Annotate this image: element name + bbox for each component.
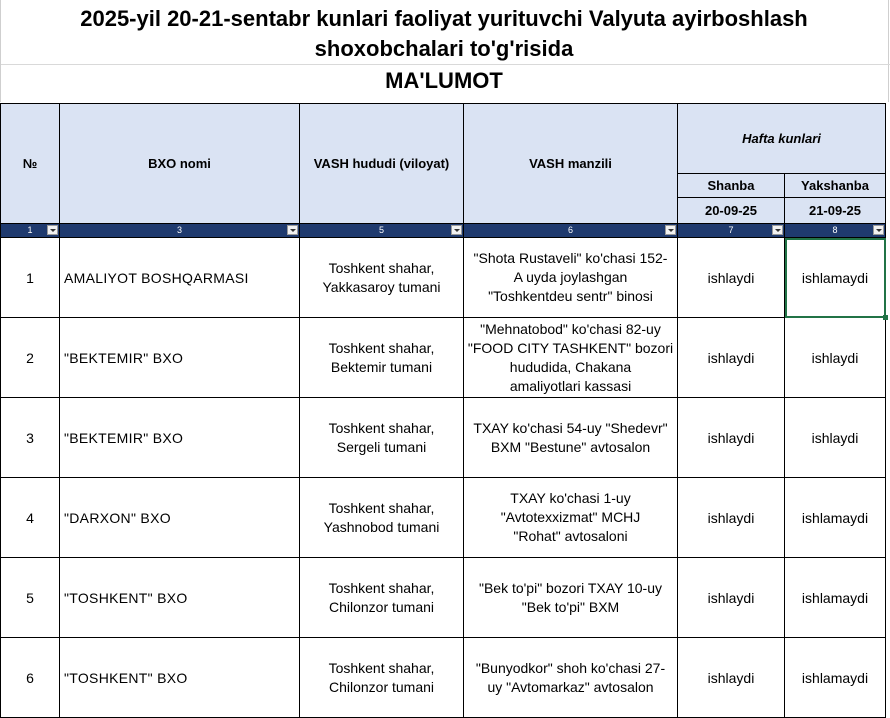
cell-name[interactable]: "TOSHKENT" BXO bbox=[60, 638, 300, 718]
filter-dropdown-icon[interactable] bbox=[287, 225, 298, 235]
cell-saturday-status[interactable]: ishlaydi bbox=[678, 398, 785, 478]
cell-region[interactable] bbox=[300, 638, 464, 718]
fill-handle[interactable] bbox=[883, 315, 888, 320]
column-number-label: 5 bbox=[378, 225, 384, 235]
address-line: A uyda joylashgan bbox=[513, 269, 628, 285]
region-line: Toshkent shahar, bbox=[328, 419, 435, 436]
table-row bbox=[1, 318, 886, 398]
cell-sunday-status[interactable]: ishlaydi bbox=[785, 398, 886, 478]
cell-num[interactable]: 4 bbox=[1, 478, 60, 558]
filter-dropdown-icon[interactable] bbox=[47, 225, 58, 235]
region-line: Yakkasaroy tumani bbox=[322, 278, 441, 295]
cell-num[interactable]: 6 bbox=[1, 638, 60, 718]
cell-num[interactable]: 2 bbox=[1, 318, 60, 398]
cell-address[interactable] bbox=[464, 638, 678, 718]
header-region[interactable]: VASH hududi (viloyat) bbox=[300, 104, 464, 224]
header-address[interactable]: VASH manzili bbox=[464, 104, 678, 224]
region-line: Chilonzor tumani bbox=[328, 678, 435, 695]
address-line: "Toshkentdeu sentr" binosi bbox=[488, 288, 653, 304]
region-line: Toshkent shahar, bbox=[328, 499, 435, 516]
address-line: "Rohat" avtosaloni bbox=[513, 528, 628, 544]
address-line: amaliyotlari kassasi bbox=[509, 377, 632, 394]
table-row bbox=[1, 638, 886, 718]
header-day-saturday[interactable]: Shanba bbox=[678, 174, 785, 198]
title-divider bbox=[1, 64, 890, 65]
region-line: Chilonzor tumani bbox=[328, 598, 435, 615]
cell-num[interactable]: 1 bbox=[1, 238, 60, 318]
column-number-label: 6 bbox=[567, 225, 573, 235]
cell-region[interactable] bbox=[300, 318, 464, 398]
title-line-1: 2025-yil 20-21-sentabr kunlari faoliyat yurituvchi Valyuta ayirboshlash bbox=[80, 6, 808, 31]
header-weekdays[interactable]: Hafta kunlari bbox=[678, 104, 886, 174]
column-number-label: 1 bbox=[27, 225, 33, 235]
table-row bbox=[1, 478, 886, 558]
cell-sunday-status[interactable]: ishlamaydi bbox=[785, 638, 886, 718]
region-line: Bektemir tumani bbox=[330, 358, 433, 375]
cell-address[interactable] bbox=[464, 398, 678, 478]
column-number-label: 7 bbox=[728, 225, 734, 235]
cell-saturday-status[interactable]: ishlaydi bbox=[678, 318, 785, 398]
cell-name[interactable]: "DARXON" BXO bbox=[60, 478, 300, 558]
address-line: BXM "Bestune" avtosalon bbox=[490, 438, 651, 455]
region-line: Toshkent shahar, bbox=[328, 339, 435, 356]
cell-num[interactable]: 5 bbox=[1, 558, 60, 638]
cell-name[interactable]: "TOSHKENT" BXO bbox=[60, 558, 300, 638]
cell-saturday-status[interactable]: ishlaydi bbox=[678, 638, 785, 718]
region-line: Yashnobod tumani bbox=[323, 518, 440, 535]
address-line: "Bunyodkor" shoh ko'chasi 27- bbox=[475, 659, 666, 676]
title-line-2: shoxobchalari to'g'risida bbox=[314, 36, 574, 61]
title-line-3: MA'LUMOT bbox=[385, 68, 503, 93]
header-day-sunday[interactable]: Yakshanba bbox=[785, 174, 886, 198]
region-line: Toshkent shahar, bbox=[328, 259, 435, 276]
address-line: uy "Avtomarkaz" avtosalon bbox=[487, 678, 654, 695]
column-number-row bbox=[1, 224, 886, 238]
cell-address[interactable] bbox=[464, 318, 678, 398]
cell-saturday-status[interactable]: ishlaydi bbox=[678, 478, 785, 558]
header-date-saturday[interactable]: 20-09-25 bbox=[678, 198, 785, 224]
filter-dropdown-icon[interactable] bbox=[873, 225, 884, 235]
title-area bbox=[0, 0, 889, 102]
cell-sunday-status-selected[interactable] bbox=[785, 238, 886, 318]
filter-dropdown-icon[interactable] bbox=[451, 225, 462, 235]
cell-num[interactable]: 3 bbox=[1, 398, 60, 478]
column-number-cell[interactable] bbox=[464, 224, 678, 238]
column-number-cell[interactable] bbox=[785, 224, 886, 238]
address-line: "Avtotexxizmat" MCHJ bbox=[500, 509, 641, 525]
cell-name[interactable]: AMALIYOT BOSHQARMASI bbox=[60, 238, 300, 318]
address-line: TXAY ko'chasi 54-uy "Shedevr" bbox=[473, 419, 668, 436]
address-line: "Shota Rustaveli" ko'chasi 152- bbox=[473, 250, 668, 266]
region-line: Sergeli tumani bbox=[336, 438, 427, 455]
cell-address[interactable] bbox=[464, 478, 678, 558]
header-date-sunday[interactable]: 21-09-25 bbox=[785, 198, 886, 224]
address-line: "Bek to'pi" bozori TXAY 10-uy bbox=[478, 579, 663, 596]
cell-region[interactable] bbox=[300, 238, 464, 318]
address-line: "Mehnatobod" ko'chasi 82-uy bbox=[480, 320, 661, 337]
region-line: Toshkent shahar, bbox=[328, 659, 435, 676]
filter-dropdown-icon[interactable] bbox=[772, 225, 783, 235]
cell-region[interactable] bbox=[300, 398, 464, 478]
table-row bbox=[1, 398, 886, 478]
column-number-cell[interactable] bbox=[300, 224, 464, 238]
status-text: ishlamaydi bbox=[801, 269, 869, 286]
address-line: "Bek to'pi" BXM bbox=[521, 598, 620, 615]
column-number-label: 8 bbox=[832, 225, 838, 235]
table-row bbox=[1, 558, 886, 638]
cell-saturday-status[interactable]: ishlaydi bbox=[678, 558, 785, 638]
column-number-label: 3 bbox=[176, 225, 182, 235]
column-number-cell[interactable] bbox=[678, 224, 785, 238]
cell-region[interactable] bbox=[300, 478, 464, 558]
cell-sunday-status[interactable]: ishlamaydi bbox=[785, 558, 886, 638]
header-num[interactable]: № bbox=[1, 104, 60, 224]
cell-saturday-status[interactable]: ishlaydi bbox=[678, 238, 785, 318]
column-number-cell[interactable] bbox=[1, 224, 60, 238]
cell-name[interactable]: "BEKTEMIR" BXO bbox=[60, 318, 300, 398]
address-line: "FOOD CITY TASHKENT" bozori bbox=[467, 339, 674, 356]
filter-dropdown-icon[interactable] bbox=[665, 225, 676, 235]
header-name[interactable]: BXO nomi bbox=[60, 104, 300, 224]
address-line: TXAY ko'chasi 1-uy bbox=[510, 490, 631, 506]
column-number-cell[interactable] bbox=[60, 224, 300, 238]
cell-address[interactable] bbox=[464, 558, 678, 638]
table-row bbox=[1, 238, 886, 318]
cell-sunday-status[interactable]: ishlaydi bbox=[785, 318, 886, 398]
exchange-points-table bbox=[0, 103, 886, 718]
address-line: hududida, Chakana bbox=[509, 358, 632, 375]
region-line: Toshkent shahar, bbox=[328, 579, 435, 596]
cell-name[interactable]: "BEKTEMIR" BXO bbox=[60, 398, 300, 478]
cell-sunday-status[interactable]: ishlamaydi bbox=[785, 478, 886, 558]
cell-address[interactable] bbox=[464, 238, 678, 318]
cell-region[interactable] bbox=[300, 558, 464, 638]
